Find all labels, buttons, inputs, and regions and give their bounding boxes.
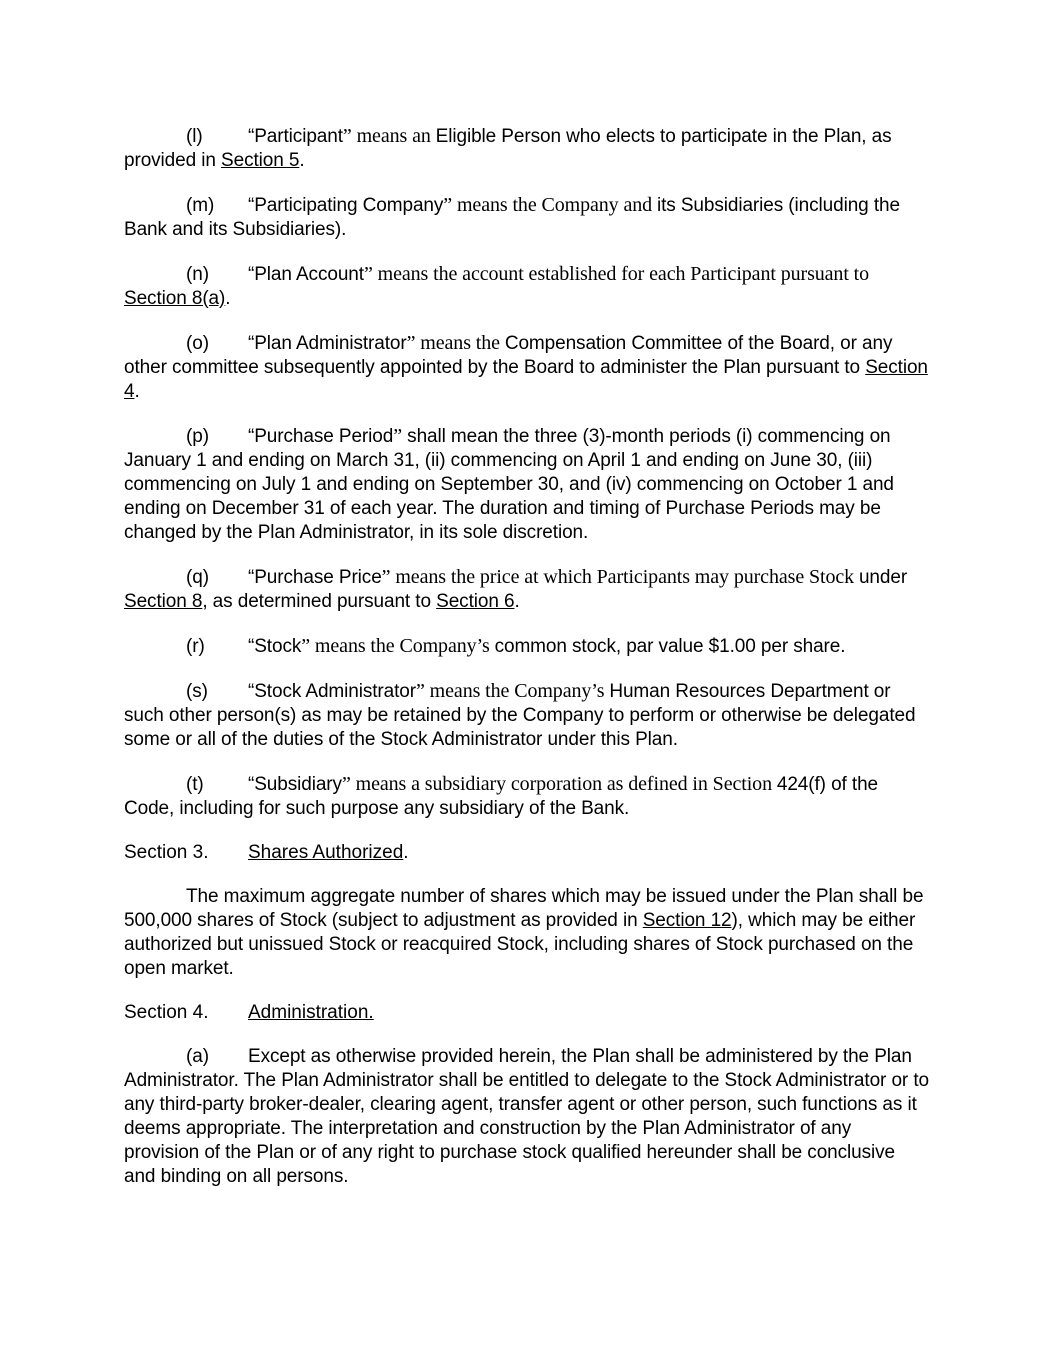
- definition-subsidiary: (t) “Subsidiary” means a subsidiary corporation as defined in Section 424(f) of the Code, including for such purpose any subsidiary of the Bank.: [124, 773, 879, 819]
- def-term: “Purchase Period: [248, 426, 394, 447]
- definition-purchase-period: (p) “Purchase Period” shall mean the three (3)-month periods (i) commencing on January 1 and ending on March 31, (ii) commencing on April 1 and ending on June 30, (iii) commencing on July 1 and ending on September 30, and (iv) commencing on October 1 and ending on December 31 of each year. The duration and timing of Purchase Periods may be changed by the Plan Administrator, in its sole discretion.: [124, 425, 894, 543]
- definition-purchase-price: (q) “Purchase Price” means the price at which Participants may purchase Stock under Section 8, as determined pursuant to Section 6.: [124, 566, 908, 612]
- def-label: (o): [186, 333, 209, 354]
- section-title: Shares Authorized: [248, 842, 404, 863]
- section-12-link[interactable]: Section 12: [642, 910, 732, 931]
- def-label: (l): [186, 126, 203, 147]
- document-page: [124, 124, 930, 1209]
- section-8-link[interactable]: Section 8: [124, 591, 203, 612]
- section-title: Administration.: [248, 1002, 374, 1023]
- def-label: (q): [186, 567, 209, 588]
- section-number: Section 4.: [124, 1002, 209, 1023]
- def-label: (a): [186, 1046, 209, 1067]
- def-label: (r): [186, 636, 205, 657]
- section-3-body: The maximum aggregate number of shares which may be issued under the Plan shall be 500,000 shares of Stock (subject to adjustment as provided in Section 12), which may be either authorized but unissued Stock or reacquired Stock, including shares of Stock purchased on the open market.: [124, 886, 924, 979]
- section-number: Section 3.: [124, 842, 209, 863]
- section-4-link[interactable]: Section 4: [124, 357, 928, 402]
- definition-plan-administrator: (o) “Plan Administrator” means the Compensation Committee of the Board, or any other committee subsequently appointed by the Board to administer the Plan pursuant to Section 4.: [124, 332, 928, 402]
- definition-participant: (l) “Participant” means an Eligible Person who elects to participate in the Plan, as provided in Section 5.: [124, 125, 892, 171]
- def-term: “Plan Account: [248, 264, 364, 285]
- section-8a-link[interactable]: Section 8(a): [124, 288, 226, 309]
- def-label: (n): [186, 264, 209, 285]
- def-term: “Stock: [248, 636, 302, 657]
- def-label: (s): [186, 681, 208, 702]
- def-label: (t): [186, 774, 204, 795]
- def-label: (p): [186, 426, 209, 447]
- def-term: “Participant: [248, 126, 343, 147]
- section-3-heading: Section 3. Shares Authorized.: [124, 842, 409, 863]
- def-term: “Stock Administrator: [248, 681, 416, 702]
- def-term: “Participating Company: [248, 195, 444, 216]
- section-6-link[interactable]: Section 6: [436, 591, 515, 612]
- definition-stock-administrator: (s) “Stock Administrator” means the Company’s Human Resources Department or such other person(s) as may be retained by the Company to perform or otherwise be delegated some or all of the duties of the Stock Administrator under this Plan.: [124, 680, 916, 750]
- section-4-heading: [124, 1001, 930, 1025]
- def-term: “Plan Administrator: [248, 333, 407, 354]
- definition-stock: (r) “Stock” means the Company’s common stock, par value $1.00 per share.: [186, 635, 846, 657]
- section-4a-body: (a) Except as otherwise provided herein, the Plan shall be administered by the Plan Administrator. The Plan Administrator shall be entitled to delegate to the Stock Administrator or to any third-party broker-dealer, clearing agent, transfer agent or other person, such functions as it deems appropriate. The interpretation and construction by the Plan Administrator of any provision of the Plan or of any right to purchase stock qualified hereunder shall be conclusive and binding on all persons.: [124, 1046, 929, 1187]
- definition-plan-account: (n) “Plan Account” means the account established for each Participant pursuant to Section 8(a).: [124, 263, 870, 309]
- section-5-link[interactable]: Section 5: [221, 150, 300, 171]
- definition-participating-company: (m) “Participating Company” means the Company and its Subsidiaries (including the Bank and its Subsidiaries).: [124, 194, 900, 240]
- def-term: “Subsidiary: [248, 774, 342, 795]
- def-term: “Purchase Price: [248, 567, 382, 588]
- def-label: (m): [186, 195, 215, 216]
